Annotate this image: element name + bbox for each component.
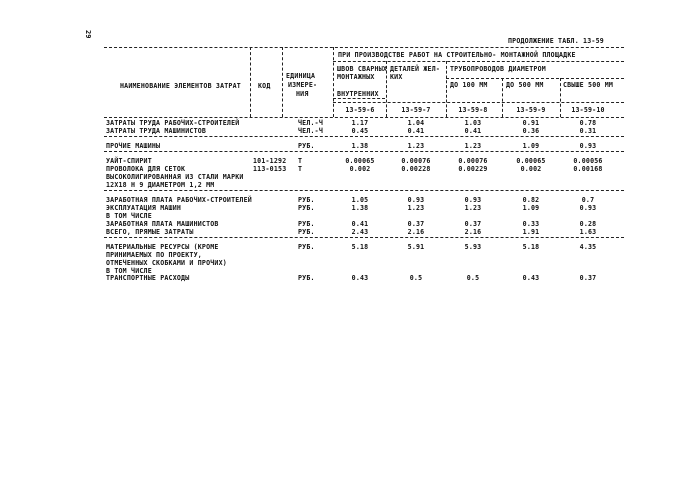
- col-code: 13-59-6: [345, 106, 375, 114]
- row-name: 12Х18 Н 9 ДИАМЕТРОМ 1,2 ММ: [106, 181, 215, 189]
- row-value: 0.28: [579, 220, 597, 228]
- header-parts-line1: ДЕТАЛЕЙ ЖЕЛ-: [390, 65, 441, 73]
- header-parts-line2: КИХ: [390, 73, 403, 81]
- header-sep-code: [250, 47, 251, 117]
- row-value: 1.23: [407, 142, 425, 150]
- row-value: 0.43: [522, 274, 540, 282]
- row-value: 0.41: [407, 127, 425, 135]
- row-value: 0.91: [522, 119, 540, 127]
- row-value: 0.00065: [345, 157, 375, 165]
- header-welds-line2: МОНТАЖНЫХ: [337, 73, 375, 81]
- row-value: 1.23: [407, 204, 425, 212]
- row-value: 1.38: [351, 204, 369, 212]
- row-name: ПРИНИМАЕМЫХ ПО ПРОЕКТУ,: [106, 251, 202, 259]
- header-d500plus: СВЫШЕ 500 ММ: [563, 81, 614, 89]
- row-value: 1.09: [522, 142, 540, 150]
- col-code: 13-59-9: [516, 106, 546, 114]
- header-codes-rule: [333, 102, 624, 103]
- header-welds-line3: ВНУТРЕННИХ: [337, 90, 379, 98]
- row-value: 0.82: [522, 196, 540, 204]
- row-value: 2.16: [464, 228, 482, 236]
- header-unit-line2: ИЗМЕРЕ-: [288, 81, 318, 89]
- row-value: 0.00056: [573, 157, 603, 165]
- row-name: В ТОМ ЧИСЛЕ: [106, 267, 152, 275]
- header-d100: ДО 100 ММ: [450, 81, 488, 89]
- row-name: ЗАРАБОТНАЯ ПЛАТА МАШИНИСТОВ: [106, 220, 219, 228]
- header-welds-rule: [333, 98, 385, 99]
- row-value: 0.5: [466, 274, 480, 282]
- row-unit: РУБ.: [298, 196, 315, 204]
- row-value: 0.41: [464, 127, 482, 135]
- row-value: 0.37: [464, 220, 482, 228]
- row-value: 0.00076: [401, 157, 431, 165]
- continuation-title: ПРОДОЛЖЕНИЕ ТАБЛ. 13-59: [508, 37, 604, 45]
- group-rule: [104, 190, 624, 191]
- row-value: 1.09: [522, 204, 540, 212]
- group-rule: [104, 237, 624, 238]
- header-d500: ДО 500 ММ: [506, 81, 544, 89]
- row-name: ВЫСОКОЛИГИРОВАННАЯ ИЗ СТАЛИ МАРКИ: [106, 173, 244, 181]
- page-number: 29: [84, 30, 92, 39]
- row-value: 0.93: [407, 196, 425, 204]
- row-value: 1.23: [464, 142, 482, 150]
- row-unit: ЧЕЛ.-Ч: [298, 119, 324, 127]
- header-group: ПРИ ПРОИЗВОДСТВЕ РАБОТ НА СТРОИТЕЛЬНО- МОНТАЖНОЙ ПЛОЩАДКЕ: [338, 51, 576, 59]
- row-value: 0.31: [579, 127, 597, 135]
- row-name: ПРОВОЛОКА ДЛЯ СЕТОК: [106, 165, 186, 173]
- row-unit: Т: [298, 165, 303, 173]
- row-value: 0.5: [409, 274, 423, 282]
- header-group-rule: [333, 61, 624, 62]
- row-value: 4.35: [579, 243, 597, 251]
- row-value: 0.37: [407, 220, 425, 228]
- row-value: 5.18: [522, 243, 540, 251]
- header-sep-unit: [282, 47, 283, 117]
- header-welds-line1: ШВОВ СВАРНЫХ: [337, 65, 388, 73]
- row-value: 0.002: [520, 165, 542, 173]
- row-name: В ТОМ ЧИСЛЕ: [106, 212, 152, 220]
- row-name: ВСЕГО, ПРЯМЫЕ ЗАТРАТЫ: [106, 228, 194, 236]
- row-value: 0.93: [464, 196, 482, 204]
- row-name: ТРАНСПОРТНЫЕ РАСХОДЫ: [106, 274, 190, 282]
- row-value: 5.93: [464, 243, 482, 251]
- row-value: 1.63: [579, 228, 597, 236]
- row-value: 1.38: [351, 142, 369, 150]
- row-value: 0.33: [522, 220, 540, 228]
- row-unit: РУБ.: [298, 243, 315, 251]
- row-value: 0.45: [351, 127, 369, 135]
- row-value: 1.17: [351, 119, 369, 127]
- header-code: КОД: [258, 82, 271, 90]
- header-unit-line3: НИЯ: [296, 90, 309, 98]
- row-name: ЗАРАБОТНАЯ ПЛАТА РАБОЧИХ-СТРОИТЕЛЕЙ: [106, 196, 252, 204]
- row-value: 0.002: [349, 165, 371, 173]
- row-unit: РУБ.: [298, 142, 315, 150]
- row-unit: РУБ.: [298, 274, 315, 282]
- header-pipes-rule: [446, 78, 624, 79]
- row-value: 5.18: [351, 243, 369, 251]
- row-unit: РУБ.: [298, 204, 315, 212]
- col-code: 13-59-10: [571, 106, 605, 114]
- row-name: ПРОЧИЕ МАШИНЫ: [106, 142, 161, 150]
- group-rule: [104, 136, 624, 137]
- row-value: 0.00076: [458, 157, 488, 165]
- header-unit-line1: ЕДИНИЦА: [286, 72, 316, 80]
- row-value: 1.05: [351, 196, 369, 204]
- group-rule: [104, 151, 624, 152]
- row-code: 113-0153: [253, 165, 287, 173]
- row-value: 0.36: [522, 127, 540, 135]
- row-value: 0.00168: [573, 165, 603, 173]
- row-value: 0.93: [579, 204, 597, 212]
- row-value: 1.04: [407, 119, 425, 127]
- row-code: 101-1292: [253, 157, 287, 165]
- row-unit: РУБ.: [298, 220, 315, 228]
- row-value: 0.7: [581, 196, 595, 204]
- col-code: 13-59-8: [458, 106, 488, 114]
- row-value: 5.91: [407, 243, 425, 251]
- row-value: 0.93: [579, 142, 597, 150]
- row-value: 0.00228: [401, 165, 431, 173]
- col-code: 13-59-7: [401, 106, 431, 114]
- row-unit: РУБ.: [298, 228, 315, 236]
- row-value: 0.00229: [458, 165, 488, 173]
- header-pipes: ТРУБОПРОВОДОВ ДИАМЕТРОМ: [450, 65, 546, 73]
- row-value: 0.78: [579, 119, 597, 127]
- row-name: МАТЕРИАЛЬНЫЕ РЕСУРСЫ (КРОМЕ: [106, 243, 219, 251]
- header-bottom-rule: [104, 117, 624, 118]
- row-name: ЗАТРАТЫ ТРУДА МАШИНИСТОВ: [106, 127, 207, 135]
- row-value: 2.16: [407, 228, 425, 236]
- row-unit: Т: [298, 157, 303, 165]
- row-value: 0.00065: [516, 157, 546, 165]
- row-unit: ЧЕЛ.-Ч: [298, 127, 324, 135]
- row-name: ОТМЕЧЕННЫХ СКОБКАМИ И ПРОЧИХ): [106, 259, 227, 267]
- row-value: 0.37: [579, 274, 597, 282]
- row-name: ЭКСПЛУАТАЦИЯ МАШИН: [106, 204, 182, 212]
- row-value: 1.91: [522, 228, 540, 236]
- header-name: НАИМЕНОВАНИЕ ЭЛЕМЕНТОВ ЗАТРАТ: [120, 82, 241, 90]
- row-value: 0.41: [351, 220, 369, 228]
- row-value: 2.43: [351, 228, 369, 236]
- row-value: 1.03: [464, 119, 482, 127]
- row-name: ЗАТРАТЫ ТРУДА РАБОЧИХ-СТРОИТЕЛЕЙ: [106, 119, 240, 127]
- row-value: 0.43: [351, 274, 369, 282]
- header-top-rule: [104, 47, 624, 48]
- row-value: 1.23: [464, 204, 482, 212]
- row-name: УАЙТ-СПИРИТ: [106, 157, 152, 165]
